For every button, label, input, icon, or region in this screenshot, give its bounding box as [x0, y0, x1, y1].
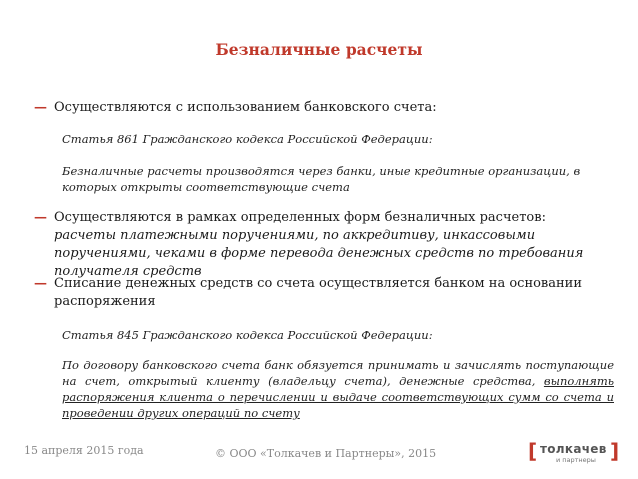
bullet-item-3 — [34, 275, 594, 311]
bullet-dash: — — [34, 276, 47, 291]
slide-title: Безналичные расчеты — [215, 40, 423, 59]
logo-bracket-left: [ — [528, 439, 538, 463]
bullet-text: Списание денежных средств со счета осуществляется банком на основании распоряжения — [54, 276, 582, 309]
bullet-dash: — — [34, 100, 47, 115]
bullet-text — [54, 209, 594, 281]
logo-subtitle: и партнеры — [556, 456, 596, 464]
bullet-item-1 — [34, 99, 594, 117]
quote-heading: Статья 861 Гражданского кодекса Российской Федерации: — [62, 132, 433, 146]
footer-copyright: © ООО «Толкачев и Партнеры», 2015 — [215, 447, 437, 460]
logo-name: толкачев — [540, 442, 607, 456]
bullet-item-2 — [34, 209, 594, 281]
quote-heading: Статья 845 Гражданского кодекса Российской Федерации: — [62, 328, 433, 342]
quote-body-plain: По договору банковского счета банк обязуется принимать и зачислять поступающие на счет, открытый клиенту (владельцу счета), денежные средства, — [62, 358, 614, 388]
company-logo — [528, 441, 618, 467]
quote-body-underlined: выполнять распоряжения клиента о перечислении и выдаче соответствующих сумм со счета и проведении других операций по счету — [62, 374, 614, 420]
quote-body: Безналичные расчеты производятся через банки, иные кредитные организации, в которых открыты соответствующие счета — [62, 164, 581, 194]
bullet-text-italic: расчеты платежными поручениями, по аккредитиву, инкассовыми поручениями, чеками в форме перевода денежных средств по требования получателя средств — [54, 228, 584, 279]
bullet-dash: — — [34, 210, 47, 225]
footer-date: 15 апреля 2015 года — [24, 444, 144, 457]
quote-body — [62, 357, 614, 421]
bullet-text-plain: Осуществляются в рамках определенных форм безналичных расчетов: — [54, 210, 546, 225]
logo-bracket-right: ] — [610, 439, 620, 463]
bullet-text: Осуществляются с использованием банковского счета: — [54, 100, 437, 115]
